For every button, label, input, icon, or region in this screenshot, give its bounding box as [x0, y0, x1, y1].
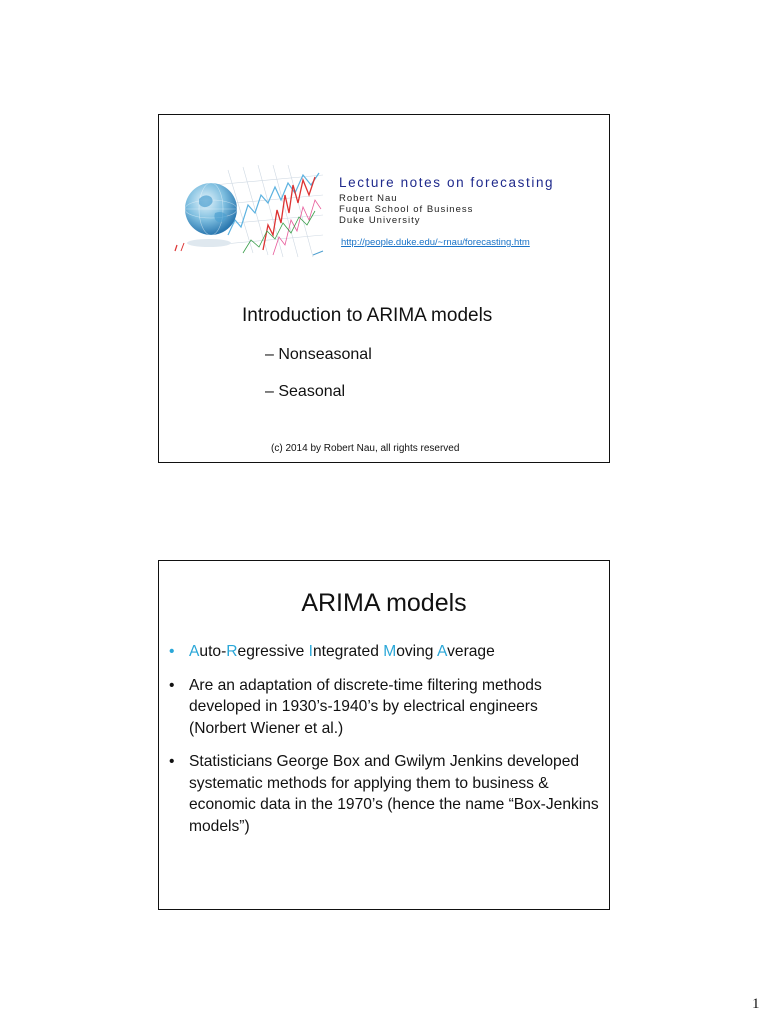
acronym-letter: A [189, 643, 200, 660]
bullet-text: Statisticians George Box and Gwilym Jenkins developed systematic methods for applying them to business & economic data in the 1970’s (hence the name “Box-Jenkins models”) [189, 753, 599, 835]
acronym-letter: R [226, 643, 238, 660]
acronym-word-rest: egressive [237, 643, 309, 660]
slide-heading: ARIMA models [301, 589, 467, 617]
sub-item-seasonal: – Seasonal [265, 383, 346, 400]
acronym-letter: M [383, 643, 397, 660]
page-number: 1 [752, 996, 760, 1012]
bullet-symbol: • [169, 643, 175, 660]
bullet-symbol: • [169, 676, 175, 694]
forecasting-link[interactable]: http://people.duke.edu/~rnau/forecasting.htm [341, 237, 530, 248]
slide-heading: Introduction to ARIMA models [242, 305, 493, 326]
slide-title [158, 114, 610, 463]
bullet-item [169, 751, 599, 837]
forecasting-globe-chart-image [173, 165, 325, 259]
acronym-text [189, 641, 599, 663]
bullet-text: Are an adaptation of discrete-time filtering methods developed in 1930’s-1940’s by electrical engineers (Norbert Wiener et al.) [189, 676, 542, 737]
copyright-notice: (c) 2014 by Robert Nau, all rights reserved [271, 443, 460, 454]
acronym-word-rest: ntegrated [312, 643, 384, 660]
slide-arima-models [158, 560, 610, 910]
author-school: Fuqua School of Business [339, 204, 474, 215]
bullet-item [169, 675, 599, 740]
lecture-title: Lecture notes on forecasting [339, 175, 555, 190]
acronym-word-rest: uto- [199, 643, 227, 660]
acronym-word-rest: verage [447, 643, 495, 660]
acronym-word-rest: oving [396, 643, 437, 660]
sub-item-nonseasonal: – Nonseasonal [265, 346, 372, 363]
acronym-letter: I [308, 643, 313, 660]
author-name: Robert Nau [339, 193, 398, 204]
bullet-list [169, 641, 599, 849]
author-university: Duke University [339, 215, 421, 226]
bullet-item-acronym [169, 641, 599, 663]
acronym-letter: A [436, 643, 448, 660]
bullet-symbol: • [169, 753, 175, 770]
